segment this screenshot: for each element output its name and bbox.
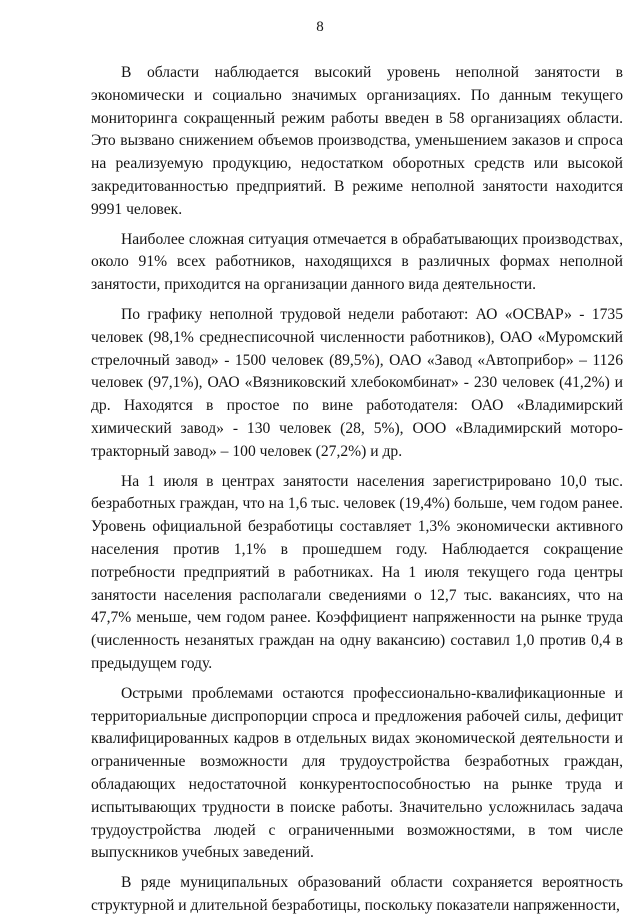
paragraph-manufacturing: Наиболее сложная ситуация отмечается в обрабатывающих производствах, около 91% всех работников, находящихся в различных формах неполной занятости, приходится на организации данного вида деятельности. bbox=[91, 230, 623, 294]
paragraph-municipal-unemployment: В ряде муниципальных образований области сохраняется вероятность структурной и длительной безработицы, поскольку показатели напряженности, bbox=[91, 874, 623, 914]
document-body bbox=[91, 62, 623, 918]
paragraph-part-time-schedule: По графику неполной трудовой недели работают: АО «ОСВАР» - 1735 человек (98,1% среднесписочной численности работников), ОАО «Муромский стрелочный завод» - 1500 человек (89,5%), ОАО «Завод «Автоприбор» – 1126 человек (97,1%), ОАО «Вязниковский хлебокомбинат» - 230 человек (41,2%) и др. Находятся в простое по вине работодателя: ОАО «Владимирский химический завод» - 130 человек (28, 5%), ООО «Владимирский моторо-тракторный завод» – 100 человек (27,2%) и др. bbox=[91, 305, 623, 460]
paragraph-unemployment-july: На 1 июля в центрах занятости населения зарегистрировано 10,0 тыс. безработных граждан, что на 1,6 тыс. человек (19,4%) больше, чем годом ранее. Уровень официальной безработицы составляет 1,3% экономически активного населения против 1,1% в прошедшем году. Наблюдается сокращение потребности предприятий в работниках. На 1 июля текущего года центры занятости населения располагали сведениями о 12,7 тыс. вакансиях, что на 47,7% меньше, чем годом ранее. Коэффициент напряженности на рынке труда (численность незанятых граждан на одну вакансию) составил 1,0 против 0,4 в предыдущем году. bbox=[91, 472, 623, 672]
page-number: 8 bbox=[316, 19, 324, 35]
paragraph-partial-employment: В области наблюдается высокий уровень неполной занятости в экономически и социально значимых организациях. По данным текущего мониторинга сокращенный режим работы введен в 58 организациях области. Это вызвано снижением объемов производства, уменьшением заказов и спроса на реализуемую продукцию, недостатком оборотных средств или высокой закредитованностью предприятий. В режиме неполной занятости находится 9991 человек. bbox=[91, 64, 623, 218]
paragraph-acute-problems: Острыми проблемами остаются профессионально-квалификационные и территориальные диспропорции спроса и предложения рабочей силы, дефицит квалифицированных кадров в отдельных видах экономической деятельности и ограниченные возможности для трудоустройства безработных граждан, обладающих недостаточной конкурентоспособностью на рынке труда и испытывающих трудности в поиске работы. Значительно усложнилась задача трудоустройства людей с ограниченными возможностями, в том числе выпускников учебных заведений. bbox=[91, 684, 623, 862]
